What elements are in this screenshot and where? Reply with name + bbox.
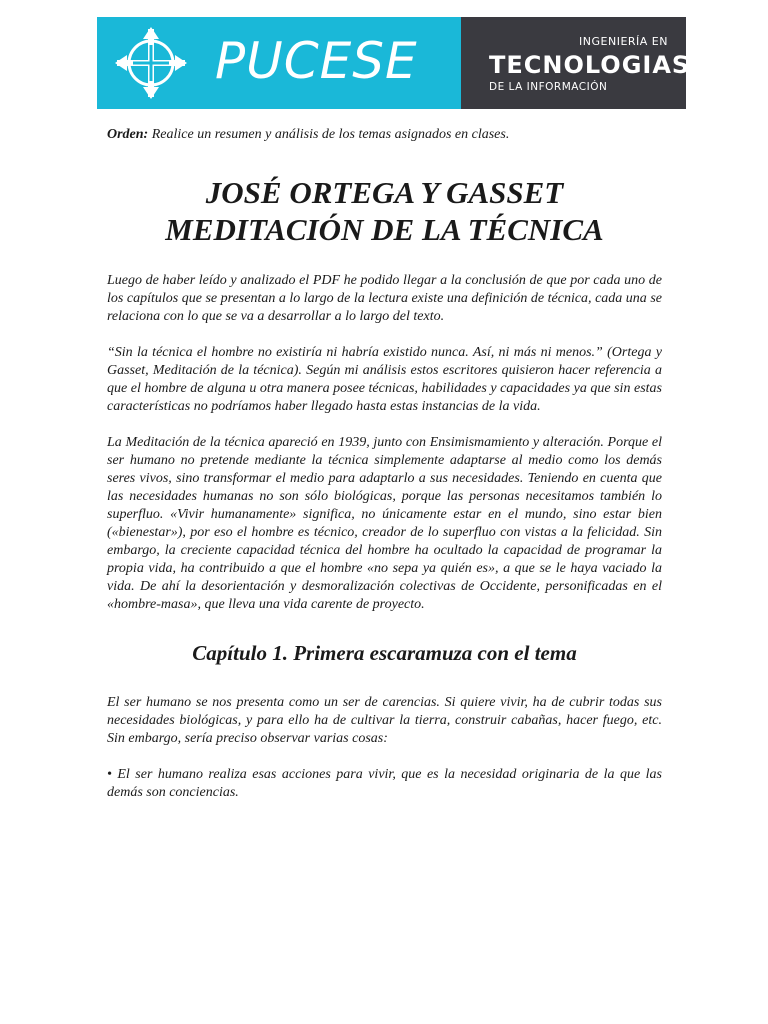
cross-emblem-icon [113, 25, 189, 101]
program-name: TECNOLOGIAS [489, 51, 691, 79]
assignment-order [107, 126, 662, 144]
document-body [107, 126, 662, 820]
header-banner [97, 17, 691, 109]
document-title [107, 174, 662, 248]
paragraph-intro: Luego de haber leído y analizado el PDF he podido llegar a la conclusión de que por cada uno de los capítulos que se presentan a lo largo de la lectura existe una definición de técnica, cada una se relaciona con lo que se va a desarrollar a lo largo del texto. [107, 273, 662, 324]
chapter-heading: Capítulo 1. Primera escaramuza con el tema [192, 641, 577, 665]
banner-program-panel [461, 17, 691, 109]
paragraph-quote: “Sin la técnica el hombre no existiría ni habría existido nunca. Así, ni más ni menos.” (Ortega y Gasset, Meditación de la técnica). Según mi análisis estos escritores quisieron hacer referencia a que el hombre de alguna u otra manera posee técnicas, habilidades y capacidades ya que sin estas características no podríamos haber llegado hasta estas instancias de la vida. [107, 345, 662, 414]
title-line-1: JOSÉ ORTEGA Y GASSET [205, 175, 564, 210]
chapter-bullet: • El ser humano realiza esas acciones para vivir, que es la necesidad originaria de la que las demás son conciencias. [107, 767, 662, 800]
title-line-2: MEDITACIÓN DE LA TÉCNICA [165, 212, 604, 247]
banner-brand-panel [97, 17, 461, 109]
brand-name: PUCESE [215, 32, 418, 90]
paragraph-meditation: La Meditación de la técnica apareció en 1939, junto con Ensimismamiento y alteración. Porque el ser humano no pretende mediante la técnica simplemente adaptarse al medio como los demás seres vivos, sino transformar el medio para adaptarlo a sus necesidades. Teniendo en cuenta que las necesidades humanas no son sólo biológicas, porque las personas necesitamos también lo superfluo. «Vivir humanamente» significa, no únicamente estar en el mundo, sino estar bien («bienestar»), por eso el hombre es técnico, creador de lo superfluo con vistas a la felicidad. Sin embargo, la creciente capacidad técnica del hombre ha ocultado la capacidad de programar la propia vida, ha contribuido a que el hombre «no sepa ya quién es», a que se le haya vaciado la vida. De ahí la desorientación y desmoralización colectivas de Occidente, personificadas en el «hombre-masa», que lleva una vida carente de proyecto. [107, 435, 662, 612]
program-prefix: INGENIERÍA EN [579, 35, 668, 48]
program-suffix: DE LA INFORMACIÓN [489, 81, 608, 93]
order-label: Orden: [107, 127, 149, 142]
chapter-paragraph: El ser humano se nos presenta como un ser de carencias. Si quiere vivir, ha de cubrir todas sus necesidades biológicas, y para ello ha de cultivar la tierra, construir cabañas, hacer fuego, etc. Sin embargo, sería preciso observar varias cosas: [107, 695, 662, 746]
order-text: Realice un resumen y análisis de los temas asignados en clases. [151, 127, 510, 142]
